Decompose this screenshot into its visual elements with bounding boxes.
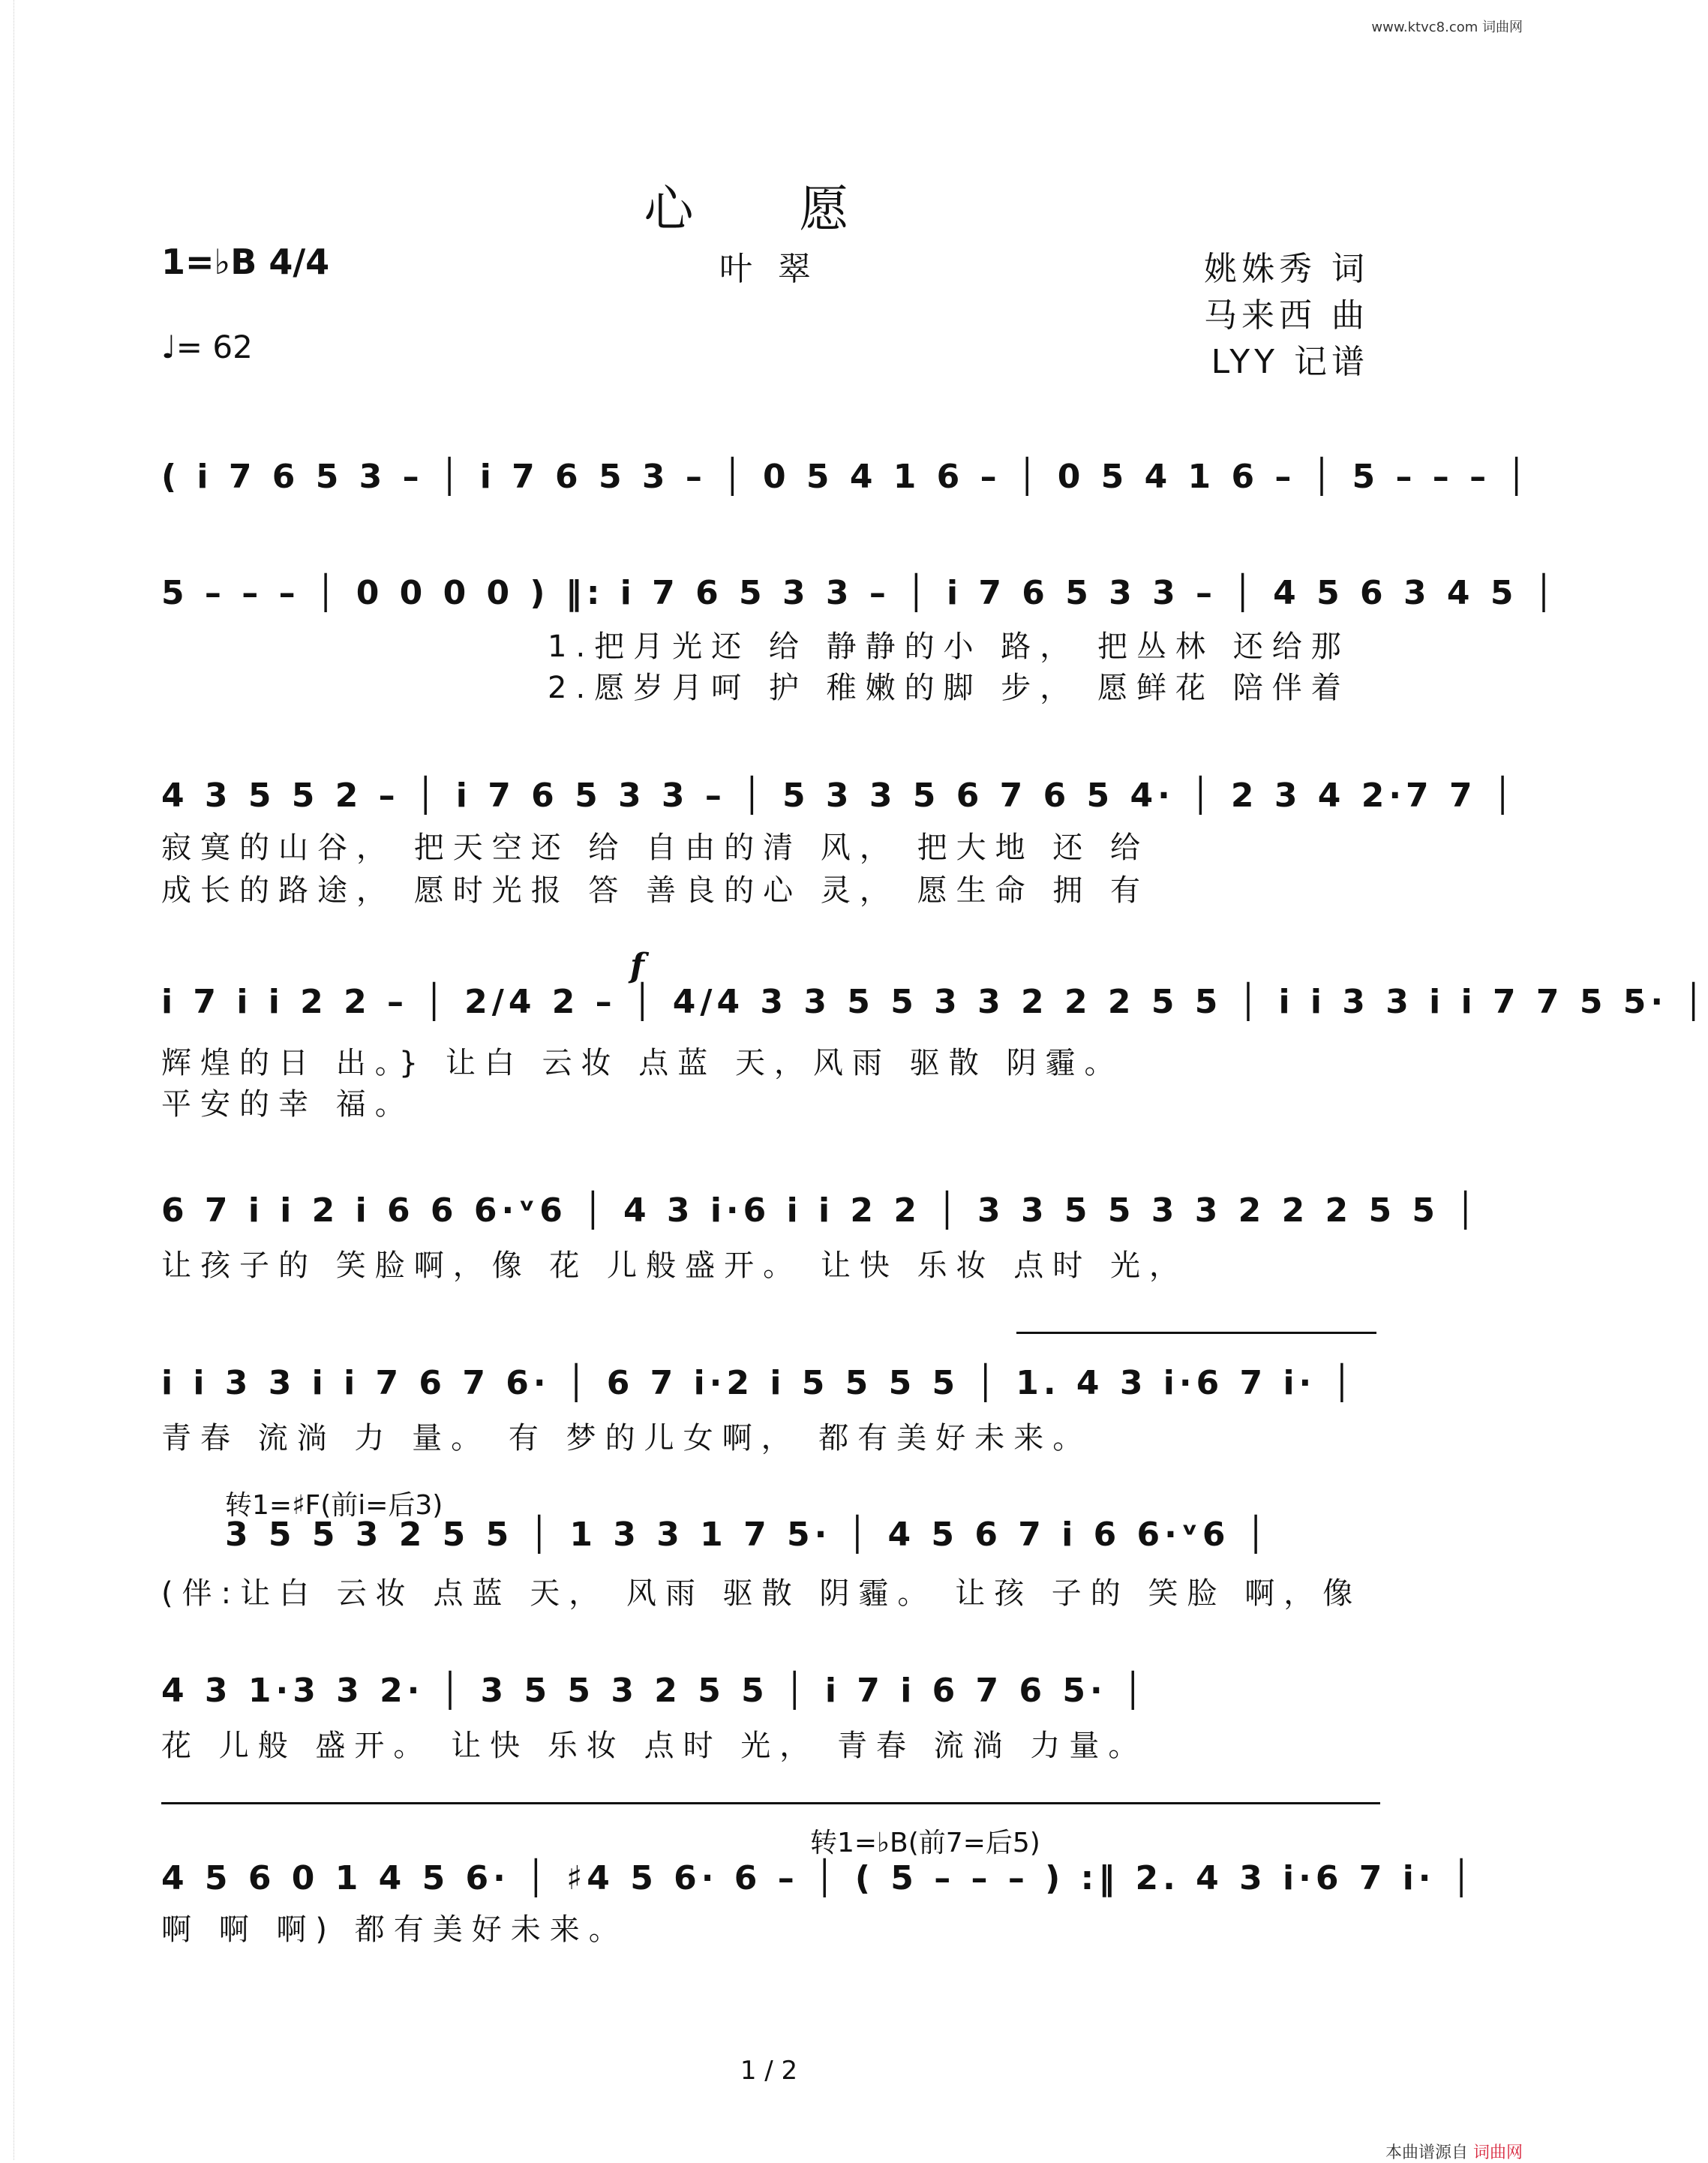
composer-credit: 马来西 曲 (1204, 296, 1369, 335)
volta-1-line (1016, 1332, 1376, 1334)
notes: 4 5 6 0 1 4 5 6· │ ♯4 5 6· 6 – │ ( 5 – – – ) :‖ 2. 4 3 i·6 7 i· │ (161, 1859, 1476, 1897)
lyric-line-2: 成长的路途， 愿时光报 答 善良的心 灵， 愿生命 拥 有 (161, 873, 1150, 908)
left-margin-strip (0, 0, 14, 2160)
tempo-marking: ♩= 62 (161, 329, 253, 365)
transcriber-credit: LYY 记谱 (1211, 343, 1369, 381)
lyric-line-1: 啊 啊 啊) 都有美好未来。 (161, 1912, 628, 1947)
score-row-4 (161, 983, 1708, 1043)
lyric-line-1: (伴:让白 云妆 点蓝 天， 风雨 驱散 阴霾。 让孩 子的 笑脸 啊，像 (161, 1576, 1362, 1611)
modulation-marking: 转1=♯F(前i=后3) (225, 1490, 443, 1521)
source-note (1385, 2140, 1523, 2163)
lyric-line-1: 让孩子的 笑脸啊，像 花 儿般盛开。 让快 乐妆 点时 光， (161, 1248, 1189, 1283)
lyric-line-2: 2.愿岁月呵 护 稚嫩的脚 步， 愿鲜花 陪伴着 (548, 671, 1350, 705)
source-site: 词曲网 (1472, 2143, 1523, 2162)
score-row-7 (161, 1516, 1380, 1576)
lyric-line-1: 辉煌的日 出。} 让白 云妆 点蓝 天，风雨 驱散 阴霾。 (161, 1046, 1124, 1080)
section-rule (161, 1802, 1380, 1804)
key-signature: 1=♭B 4/4 (161, 242, 330, 282)
page-number: 1 / 2 (740, 2056, 798, 2086)
source-text: 本曲谱源自 (1385, 2143, 1468, 2162)
score-row-1 (161, 458, 1531, 518)
notes: 3 5 5 3 2 5 5 │ 1 3 3 1 7 5· │ 4 5 6 7 i 6 6·ᵛ6 │ (225, 1516, 1271, 1554)
notes: 6 7 i i 2 i 6 6 6·ᵛ6 │ 4 3 i·6 i i 2 2 │ 3 3 5 5 3 3 2 2 2 5 5 │ (161, 1191, 1480, 1230)
dynamic-forte: f (630, 947, 644, 985)
lyric-line-2: 平安的幸 福。 (161, 1087, 414, 1122)
notes: ( i 7 6 5 3 – │ i 7 6 5 3 – │ 0 5 4 1 6 – │ 0 5 4 1 6 – │ 5 – – – │ (161, 458, 1531, 496)
lyric-line-1: 1.把月光还 给 静静的小 路， 把丛林 还给那 (548, 629, 1350, 664)
lyric-line-1: 花 儿般 盛开。 让快 乐妆 点时 光， 青春 流淌 力量。 (161, 1729, 1148, 1763)
notes: i 7 i i 2 2 – │ 2/4 2 – │ 4/4 3 3 5 5 3 3 2 2 2 5 5 │ i i 3 3 i i 7 7 5 5· │ (161, 983, 1708, 1021)
lyric-line-1: 寂寞的山谷， 把天空还 给 自由的清 风， 把大地 还 给 (161, 831, 1150, 865)
notes: i i 3 3 i i 7 6 7 6· │ 6 7 i·2 i 5 5 5 5 │ 1. 4 3 i·6 7 i· │ (161, 1364, 1357, 1402)
site-watermark: www.ktvc8.com 词曲网 (1371, 20, 1523, 35)
song-title: 心 愿 (644, 180, 894, 238)
notes: 4 3 1·3 3 2· │ 3 5 5 3 2 5 5 │ i 7 i 6 7 6 5· │ (161, 1672, 1148, 1710)
modulation-marking: 转1=♭B(前7=后5) (810, 1828, 1040, 1858)
lyric-line-1: 青春 流淌 力 量。 有 梦的儿女啊， 都有美好未来。 (161, 1421, 1092, 1456)
notes: 5 – – – │ 0 0 0 0 ) ‖: i 7 6 5 3 3 – │ i 7 6 5 3 3 – │ 4 5 6 3 4 5 │ (161, 574, 1559, 612)
singer: 叶 翠 (719, 250, 818, 288)
lyricist-credit: 姚姝秀 词 (1204, 250, 1369, 288)
notes: 4 3 5 5 2 – │ i 7 6 5 3 3 – │ 5 3 3 5 6 7 6 5 4· │ 2 3 4 2·7 7 │ (161, 777, 1517, 815)
